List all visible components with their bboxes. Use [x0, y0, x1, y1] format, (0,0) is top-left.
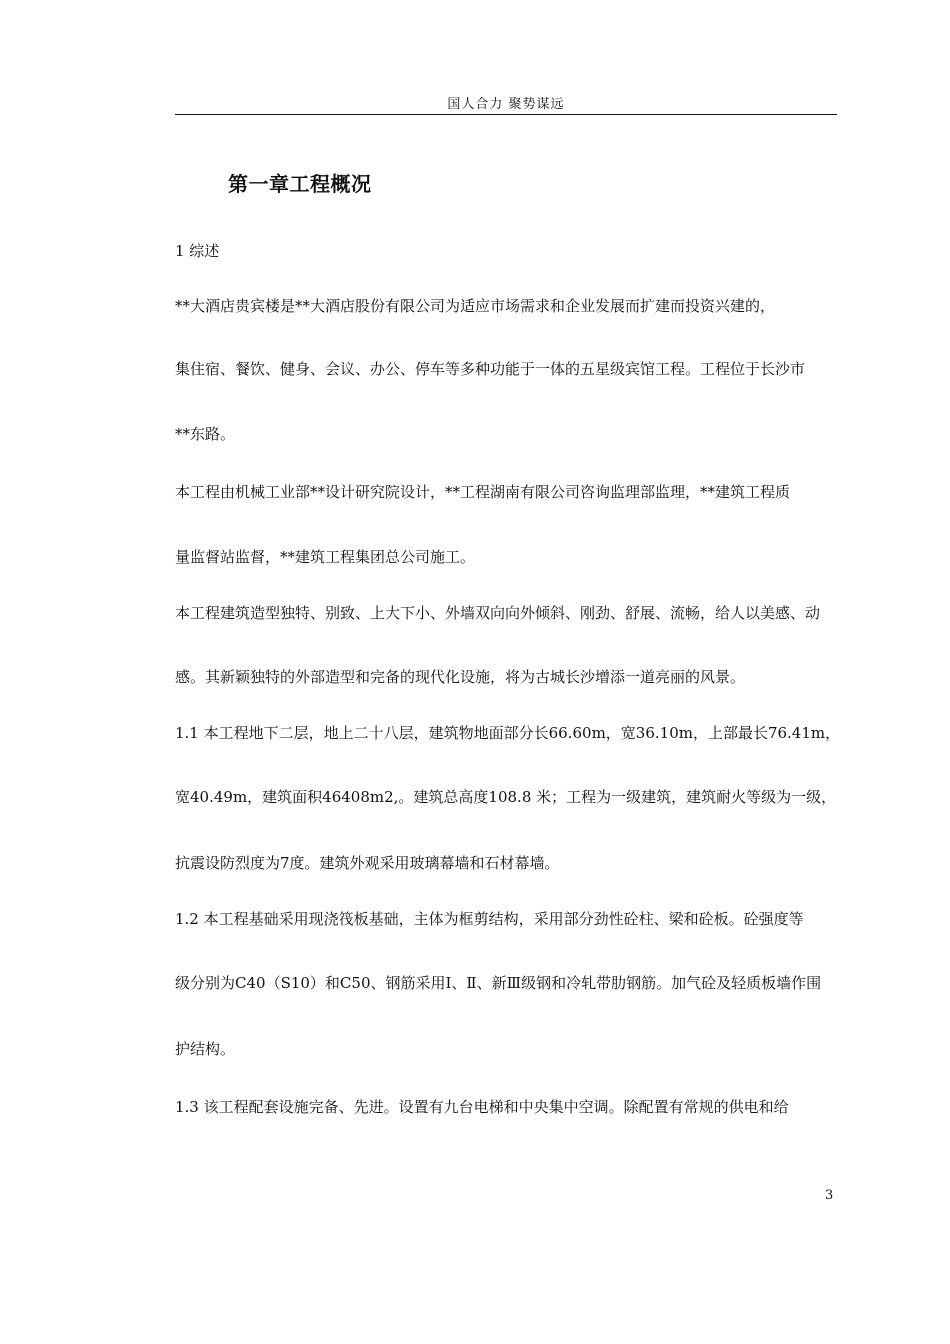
body-line: 量监督站监督，**建筑工程集团总公司施工。: [175, 548, 476, 566]
body-line: **东路。: [175, 425, 236, 443]
body-line: 集住宿、餐饮、健身、会议、办公、停车等多种功能于一体的五星级宾馆工程。工程位于长沙市: [175, 360, 806, 378]
page-number: 3: [825, 1188, 834, 1203]
body-line: 1.2 本工程基础采用现浇筏板基础，主体为框剪结构，采用部分劲性砼柱、梁和砼板。砼强度等: [175, 910, 804, 928]
body-line: 本工程由机械工业部**设计研究院设计，**工程湖南有限公司咨询监理部监理，**建筑工程质: [175, 483, 791, 501]
body-line: 宽40.49m，建筑面积46408m2,。建筑总高度108.8 米；工程为一级建筑，建筑耐火等级为一级，: [175, 788, 837, 806]
body-line: 感。其新颖独特的外部造型和完备的现代化设施，将为古城长沙增添一道亮丽的风景。: [175, 668, 746, 686]
body-line: 护结构。: [175, 1040, 236, 1058]
body-line: **大酒店贵宾楼是**大酒店股份有限公司为适应市场需求和企业发展而扩建而投资兴建的，: [175, 297, 776, 315]
body-line: 抗震设防烈度为7度。建筑外观采用玻璃幕墙和石材幕墙。: [175, 854, 560, 872]
section-heading: 1 综述: [175, 242, 220, 260]
chapter-title: 第一章工程概况: [228, 172, 372, 196]
page-header: 国人合力 聚势谋远: [447, 97, 565, 112]
body-line: 1.3 该工程配套设施完备、先进。设置有九台电梯和中央集中空调。除配置有常规的供电和给: [175, 1098, 789, 1116]
body-line: 1.1 本工程地下二层，地上二十八层，建筑物地面部分长66.60m，宽36.10m，上部最长76.41m，: [175, 724, 841, 742]
header-rule: [175, 114, 837, 115]
body-line: 级分别为C40（S10）和C50、钢筋采用Ⅰ、Ⅱ、新Ⅲ级钢和冷轧带肋钢筋。加气砼及轻质板墙作围: [175, 974, 822, 992]
body-line: 本工程建筑造型独特、别致、上大下小、外墙双向向外倾斜、刚劲、舒展、流畅，给人以美感、动: [175, 604, 821, 622]
